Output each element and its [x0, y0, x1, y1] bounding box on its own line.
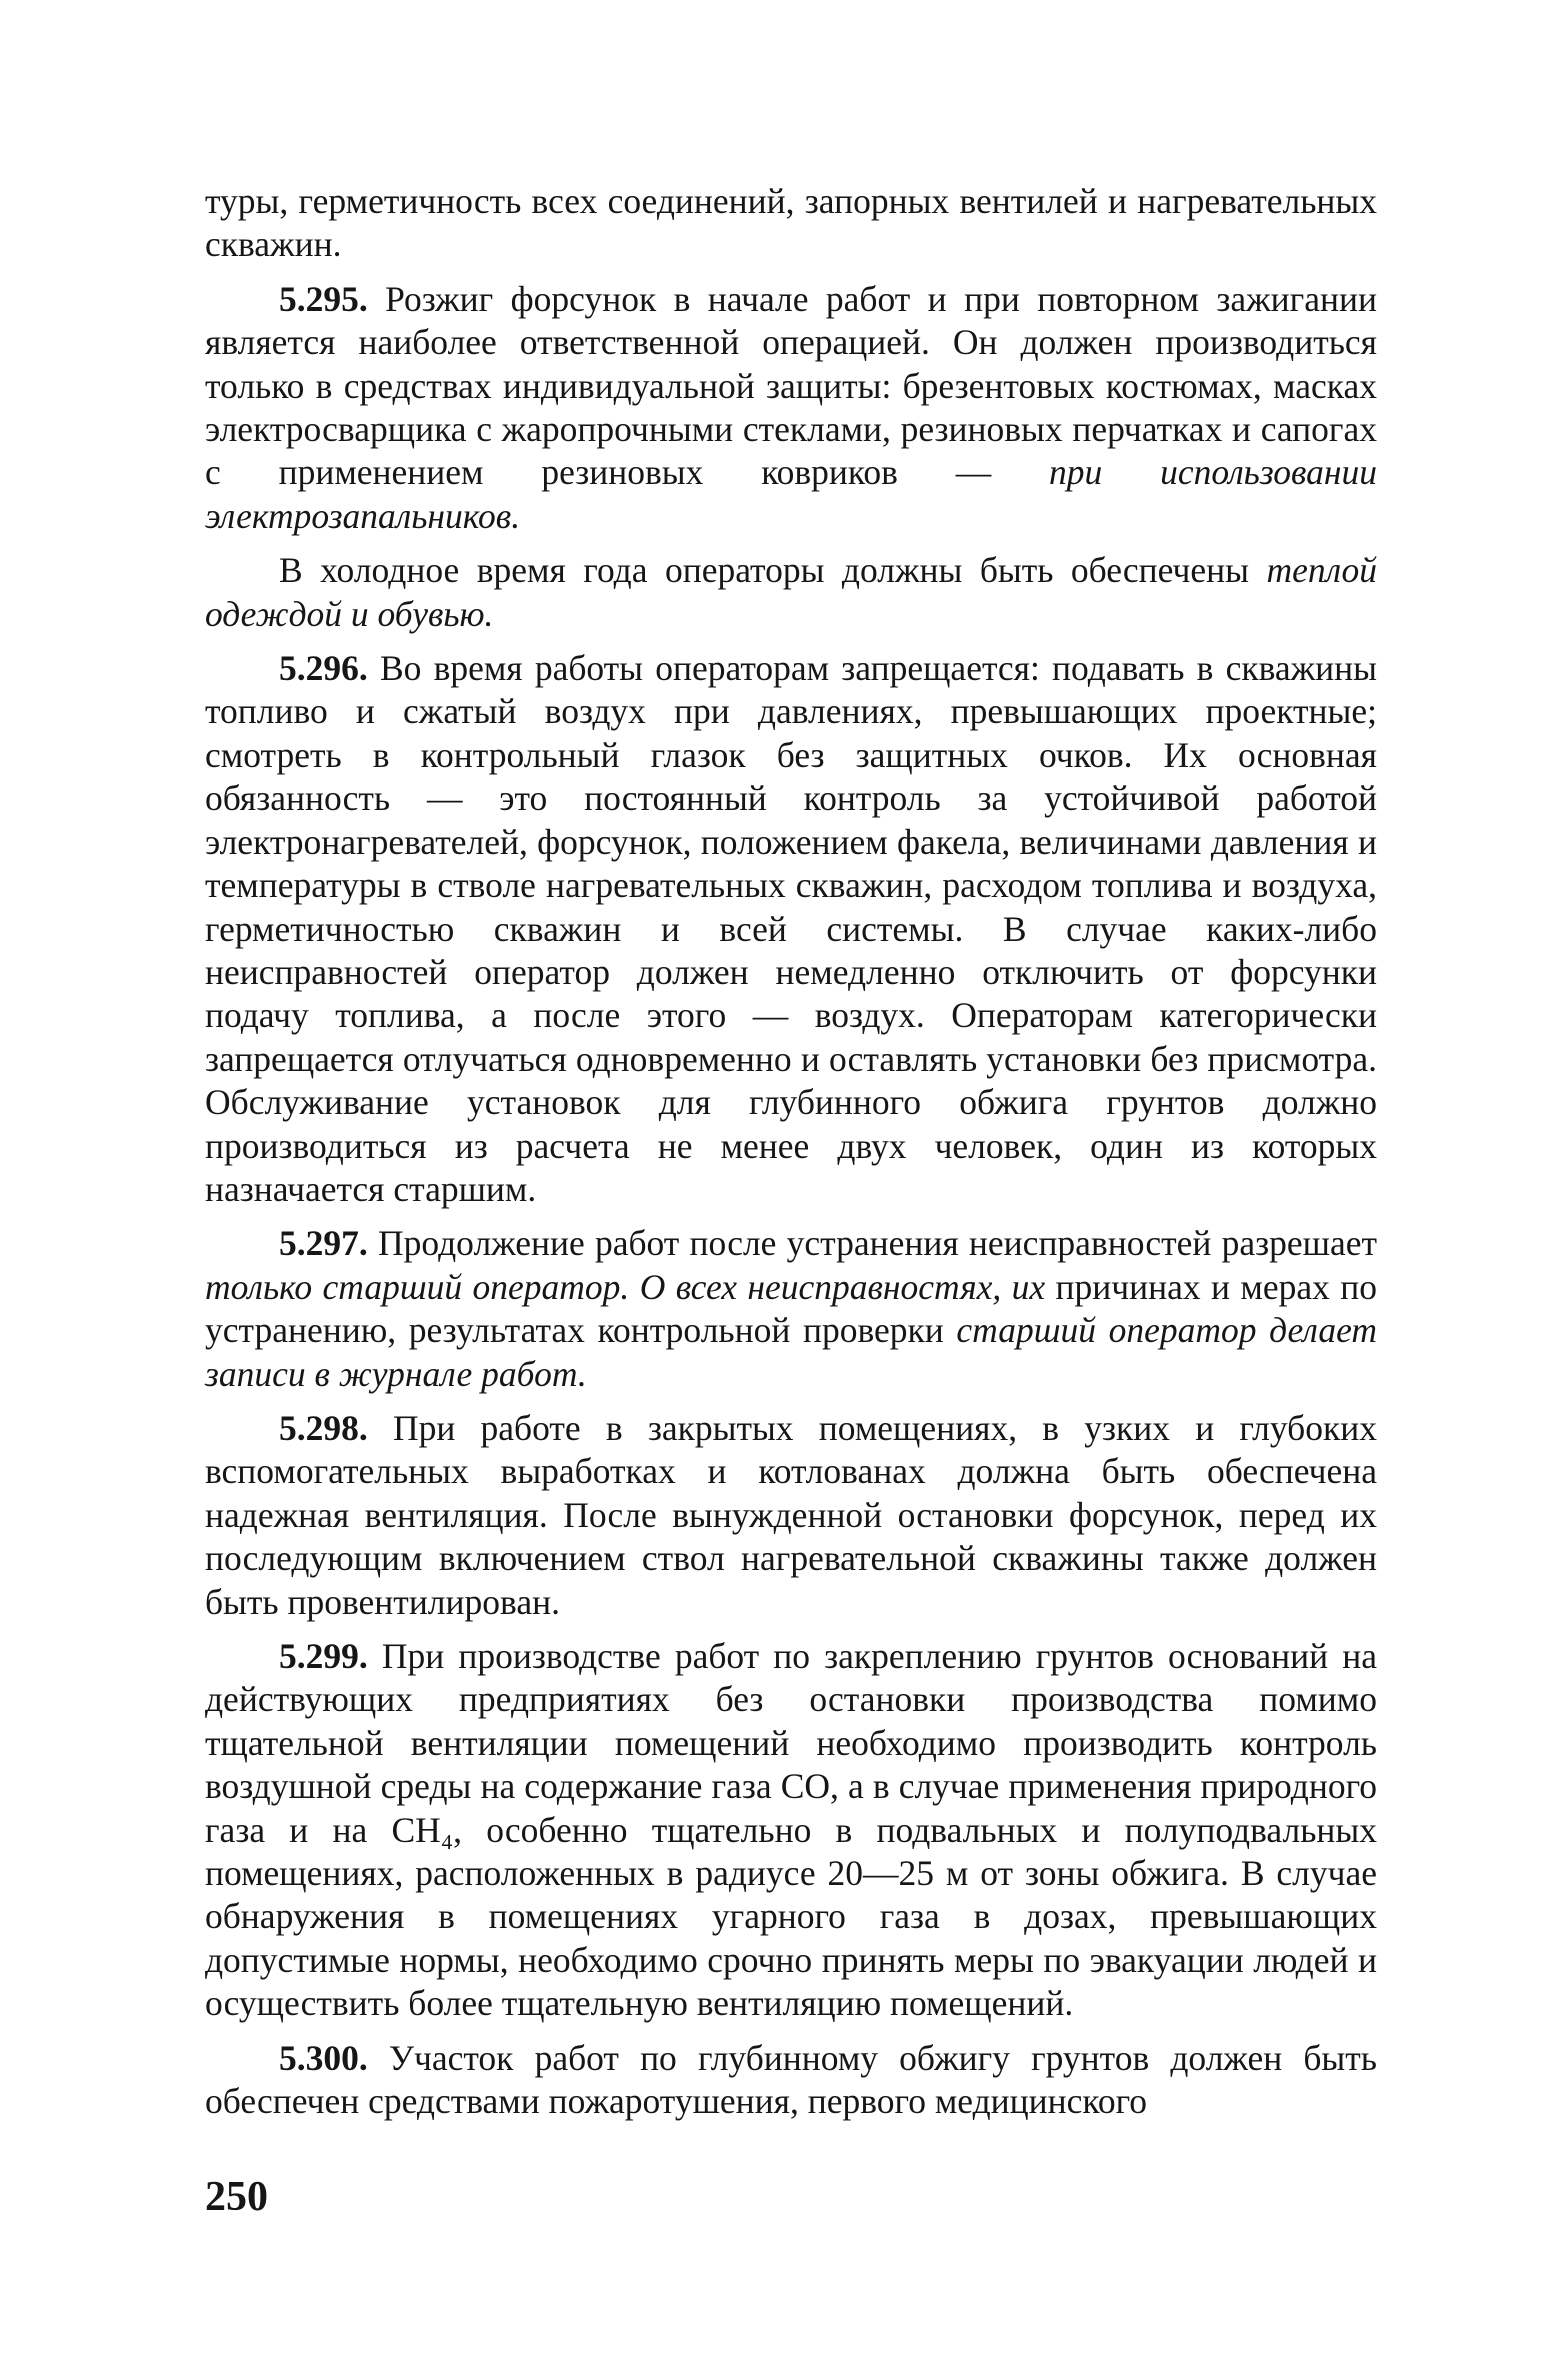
- paragraph-italic-text: теплой одеждой и обувью.: [205, 550, 1377, 634]
- paragraph-5-299: [205, 1635, 1377, 2026]
- paragraph-italic-text: старший оператор делает записи в журнале работ.: [205, 1310, 1378, 1394]
- paragraph-continuation: [205, 180, 1377, 267]
- paragraph-5-297: [205, 1222, 1377, 1396]
- paragraph-5-295: [205, 278, 1377, 538]
- paragraph-italic-text: только старший оператор. О всех неисправностях, их: [205, 1266, 1046, 1307]
- clause-number: 5.298.: [279, 1407, 368, 1448]
- clause-number: 5.300.: [279, 2037, 368, 2078]
- clause-number: 5.299.: [279, 1636, 368, 1676]
- paragraph-5-298: [205, 1407, 1377, 1624]
- paragraph-cold-season: [205, 549, 1377, 636]
- page-number: 250: [205, 2174, 268, 2220]
- clause-number: 5.296.: [279, 648, 368, 689]
- paragraph-italic-text: при использовании электрозапальников.: [205, 452, 1377, 536]
- paragraph-text: туры, герметичность всех соединений, запорных вентилей и нагревательных скважин.: [205, 181, 1377, 265]
- paragraph-text: Продолжение работ после устранения неисправностей разрешает: [367, 1223, 1377, 1264]
- paragraph-text: причинах и мерах по устранению, результатах контрольной проверки: [205, 1266, 1378, 1351]
- document-page: [205, 180, 1377, 2123]
- clause-number: 5.295.: [279, 278, 368, 319]
- paragraph-5-300: [205, 2037, 1377, 2124]
- paragraph-text: Участок работ по глубинному обжигу грунтов должен быть обеспечен средствами пожаротушения, первого медицинского: [205, 2037, 1377, 2122]
- paragraph-text: При производстве работ по закреплению грунтов оснований на действующих предприятиях без остановки производства помимо тщательной вентиляции помещений необходимо производить контроль воздушной среды на содержание газа СО, а в случае применения природного газа и на СН₄, особенно тщательно в подвальных и полуподвальных помещениях, расположенных в радиусе 20—25 м от зоны обжига. В случае обнаружения в помещениях угарного газа в дозах, превышающих допустимые нормы, необходимо срочно принять меры по эвакуации людей и осуществить более тщательную вентиляцию помещений.: [205, 1636, 1377, 2024]
- paragraph-text: Во время работы операторам запрещается: подавать в скважины топливо и сжатый воздух при давлениях, превышающих проектные; смотреть в контрольный глазок без защитных очков. Их основная обязанность — это постоянный контроль за устойчивой работой электронагревателей, форсунок, положением факела, величинами давления и температуры в стволе нагревательных скважин, расходом топлива и воздуха, герметичностью скважин и всей системы. В случае каких-либо неисправностей оператор должен немедленно отключить от форсунки подачу топлива, а после этого — воздух. Операторам категорически запрещается отлучаться одновременно и оставлять установки без присмотра. Обслуживание установок для глубинного обжига грунтов должно производиться из расчета не менее двух человек, один из которых назначается старшим.: [205, 648, 1377, 1209]
- clause-number: 5.297.: [279, 1223, 368, 1264]
- paragraph-5-296: [205, 647, 1377, 1211]
- paragraph-text: При работе в закрытых помещениях, в узких и глубоких вспомогательных выработках и котлованах должна быть обеспечена надежная вентиляция. После вынужденной остановки форсунок, перед их последующим включением ствол нагревательной скважины также должен быть провентилирован.: [205, 1407, 1377, 1622]
- paragraph-text: В холодное время года операторы должны быть обеспечены: [279, 550, 1267, 591]
- paragraph-text: Розжиг форсунок в начале работ и при повторном зажигании является наиболее ответственной операцией. Он должен производиться только в средствах индивидуальной защиты: брезентовых костюмах, масках электросварщика с жаропрочными стеклами, резиновых перчатках и сапогах с применением резиновых ковриков —: [205, 278, 1377, 493]
